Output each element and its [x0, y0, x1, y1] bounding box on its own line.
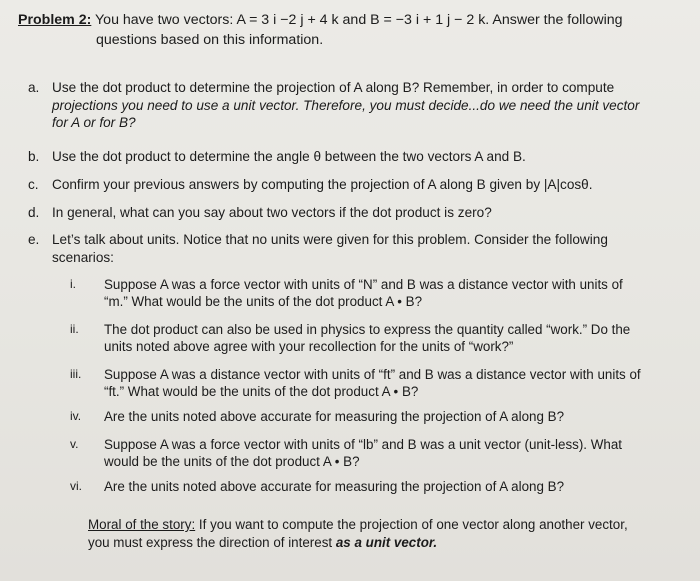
question-marker: e.: [28, 232, 40, 247]
scenario-vi-text: Are the units noted above accurate for measuring the projection of A along B?: [104, 479, 565, 494]
problem-line-2: questions based on this information.: [96, 32, 324, 48]
moral-emphasis: as a unit vector.: [335, 535, 438, 550]
question-marker: b.: [28, 149, 40, 164]
scenario-marker: iv.: [70, 409, 82, 423]
question-a-line-1: Use the dot product to determine the projection of A along B? Remember, in order to compute: [52, 80, 615, 95]
moral-line-1: If you want to compute the projection of one vector along another vector,: [198, 517, 628, 532]
question-b-text: Use the dot product to determine the angle θ between the two vectors A and B.: [52, 149, 526, 164]
scenario-iv-text: Are the units noted above accurate for measuring the projection of A along B?: [104, 409, 565, 424]
scenario-iii-line-1: Suppose A was a distance vector with units of “ft” and B was a distance vector with units of: [104, 367, 641, 382]
scenario-iii-line-2: “ft.” What would be the units of the dot product A • B?: [104, 384, 419, 399]
moral-of-story: [88, 516, 668, 552]
problem-label: Problem 2:: [18, 12, 92, 28]
scenario-i-line-1: Suppose A was a force vector with units of “N” and B was a distance vector with units of: [104, 277, 623, 292]
scenario-marker: i.: [70, 277, 76, 291]
moral-line-2: you must express the direction of interest: [88, 535, 336, 550]
question-a-line-3: for A or for B?: [52, 115, 136, 130]
scenario-v-line-2: would be the units of the dot product A • B?: [104, 454, 360, 469]
question-c-text: Confirm your previous answers by computing the projection of A along B given by |A|cosθ.: [52, 177, 593, 192]
question-marker: a.: [28, 80, 40, 95]
scenario-marker: vi.: [70, 479, 82, 493]
question-marker: d.: [28, 205, 40, 220]
question-marker: c.: [28, 177, 39, 192]
question-e-line-2: scenarios:: [52, 249, 114, 265]
problem-line-1: You have two vectors: A = 3 i −2 j + 4 k and B = −3 i + 1 j − 2 k. Answer the following: [95, 12, 623, 28]
moral-label: Moral of the story:: [88, 517, 196, 532]
question-a-line-2: projections you need to use a unit vector. Therefore, you must decide...do we need the unit vector: [52, 97, 640, 113]
problem-statement: [18, 10, 678, 50]
scenario-marker: iii.: [70, 367, 82, 381]
scenario-ii-line-2: units noted above agree with your recollection for the units of “work?”: [104, 339, 514, 354]
scenario-v-line-1: Suppose A was a force vector with units of “lb” and B was a unit vector (unit-less). What: [104, 437, 623, 452]
scenario-ii-line-1: The dot product can also be used in physics to express the quantity called “work.” Do the: [104, 322, 631, 337]
question-e-line-1: Let’s talk about units. Notice that no units were given for this problem. Consider the following: [52, 232, 608, 247]
question-d-text: In general, what can you say about two vectors if the dot product is zero?: [52, 205, 492, 220]
scenario-marker: v.: [70, 437, 79, 451]
scenario-i-line-2: “m.” What would be the units of the dot product A • B?: [104, 294, 423, 309]
scenario-marker: ii.: [70, 322, 79, 336]
